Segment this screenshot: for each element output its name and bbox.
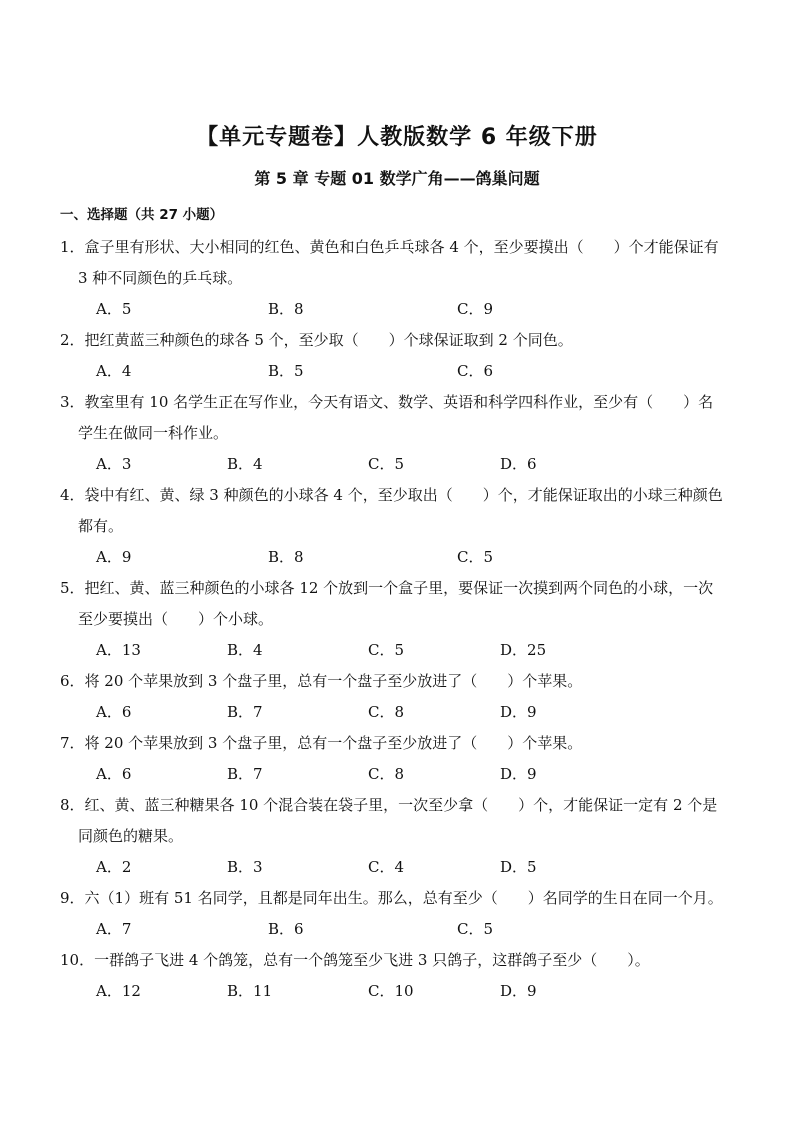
question-stem: 5．把红、黄、蓝三种颜色的小球各 12 个放到一个盒子里，要保证一次摸到两个同色的小球，一次至少要摸出（ ）个小球。 [60,579,714,628]
option-b: B．5 [268,362,304,380]
question-2 [0,325,794,387]
option-row [0,914,794,945]
option-c: C．8 [368,703,405,721]
option-b: B．6 [268,920,304,938]
option-a: A．7 [96,920,132,938]
question-stem: 9．六（1）班有 51 名同学，且都是同年出生。那么，总有至少（ ）名同学的生日在同一个月。 [60,889,723,907]
question-1 [0,232,794,325]
question-stem: 2．把红黄蓝三种颜色的球各 5 个，至少取（ ）个球保证取到 2 个同色。 [60,331,573,349]
option-b: B．4 [227,641,263,659]
option-row [0,759,794,790]
option-row [0,635,794,666]
option-row [0,976,794,1007]
question-stem: 8．红、黄、蓝三种糖果各 10 个混合装在袋子里，一次至少拿（ ）个，才能保证一定有 2 个是同颜色的糖果。 [60,796,718,845]
option-c: C．10 [368,982,414,1000]
option-a: A．9 [96,548,132,566]
question-stem: 4．袋中有红、黄、绿 3 种颜色的小球各 4 个，至少取出（ ）个，才能保证取出的小球三种颜色都有。 [60,486,723,535]
question-stem: 6．将 20 个苹果放到 3 个盘子里，总有一个盘子至少放进了（ ）个苹果。 [60,672,583,690]
option-c: C．5 [368,641,405,659]
section-heading: 一、选择题（共 27 小题） [60,207,224,223]
question-7 [0,728,794,790]
option-b: B．7 [227,765,263,783]
question-8 [0,790,794,883]
option-c: C．5 [457,920,494,938]
question-stem: 1．盒子里有形状、大小相同的红色、黄色和白色乒乓球各 4 个，至少要摸出（ ）个才能保证有 3 种不同颜色的乒乓球。 [60,238,719,287]
option-a: A．6 [96,765,132,783]
document-title: 【单元专题卷】人教版数学 6 年级下册 [196,125,598,150]
option-c: C．5 [368,455,405,473]
option-row [0,697,794,728]
question-3 [0,387,794,480]
option-c: C．8 [368,765,405,783]
option-row [0,542,794,573]
option-b: B．11 [227,982,273,1000]
option-c: C．5 [457,548,494,566]
option-d: D．25 [500,641,547,659]
option-d: D．5 [500,858,537,876]
question-stem: 10．一群鸽子飞进 4 个鸽笼，总有一个鸽笼至少飞进 3 只鸽子，这群鸽子至少（ ）。 [60,951,650,969]
question-5 [0,573,794,666]
option-a: A．13 [96,641,141,659]
option-c: C．6 [457,362,494,380]
question-4 [0,480,794,573]
option-a: A．5 [96,300,132,318]
option-a: A．4 [96,362,132,380]
option-b: B．4 [227,455,263,473]
question-list [0,232,794,1007]
question-9 [0,883,794,945]
option-a: A．6 [96,703,132,721]
option-c: C．9 [457,300,494,318]
option-b: B．8 [268,300,304,318]
option-a: A．12 [96,982,141,1000]
option-d: D．9 [500,765,537,783]
option-b: B．7 [227,703,263,721]
option-b: B．3 [227,858,263,876]
option-c: C．4 [368,858,405,876]
option-row [0,356,794,387]
option-a: A．3 [96,455,132,473]
option-d: D．9 [500,982,537,1000]
document-subtitle: 第 5 章 专题 01 数学广角——鸽巢问题 [254,169,540,188]
question-10 [0,945,794,1007]
question-6 [0,666,794,728]
option-row [0,294,794,325]
option-d: D．9 [500,703,537,721]
question-stem: 7．将 20 个苹果放到 3 个盘子里，总有一个盘子至少放进了（ ）个苹果。 [60,734,583,752]
option-row [0,449,794,480]
option-d: D．6 [500,455,537,473]
option-a: A．2 [96,858,132,876]
question-stem: 3．教室里有 10 名学生正在写作业，今天有语文、数学、英语和科学四科作业，至少有（ ）名学生在做同一科作业。 [60,393,714,442]
option-b: B．8 [268,548,304,566]
option-row [0,852,794,883]
